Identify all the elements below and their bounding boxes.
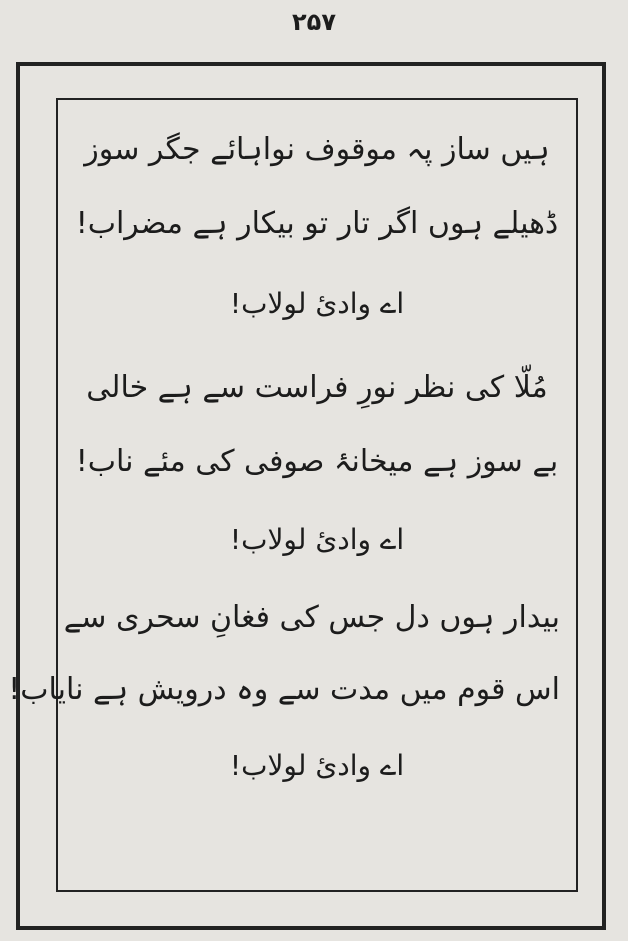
poem-body [8, 100, 560, 890]
poem-line: بیدار ہوں دل جس کی فغانِ سحری سے [63, 600, 560, 635]
poem-line: مُلّا کی نظر نورِ فراست سے ہے خالی [86, 370, 548, 405]
poem-line: ڈھیلے ہوں اگر تار تو بیکار ہے مضراب! [75, 206, 559, 241]
poem-refrain: اے وادیٔ لولاب! [229, 287, 405, 320]
page-number: ۲۵۷ [292, 8, 336, 36]
poem-line: ہیں ساز پہ موقوف نواہائے جگر سوز [84, 132, 550, 167]
poem-line: اس قوم میں مدت سے وہ درویش ہے نایاب! [8, 672, 560, 707]
poem-refrain: اے وادیٔ لولاب! [229, 523, 405, 556]
poem-refrain: اے وادیٔ لولاب! [229, 749, 405, 782]
poem-line: بے سوز ہے میخانۂ صوفی کی مئے ناب! [75, 444, 559, 479]
